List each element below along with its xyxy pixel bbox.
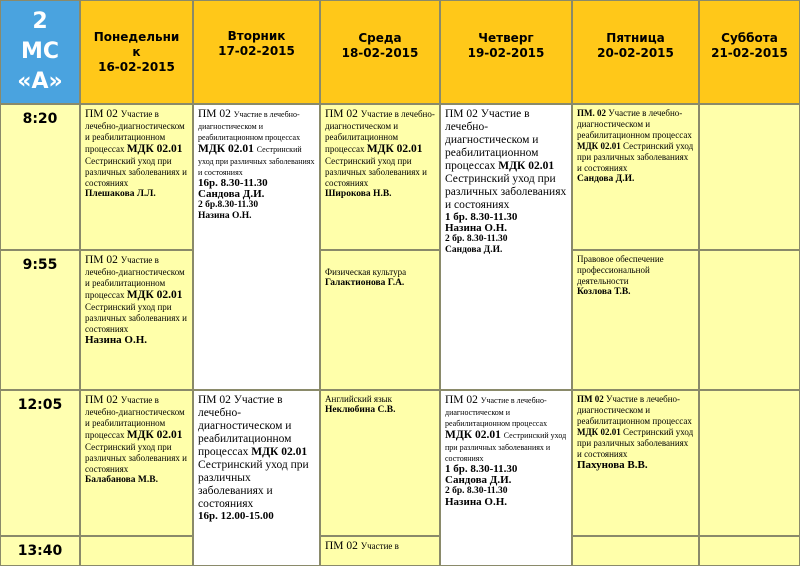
module-title: Участие в лечебно-диагностическом и реабилитационном процессах: [445, 396, 548, 428]
lesson-friday-2: [572, 250, 699, 390]
time-slot-1: 8:20: [0, 104, 80, 250]
day-date: 20-02-2015: [597, 46, 674, 60]
course-title: Сестринский уход при различных заболеваниях и состояниях: [445, 173, 567, 211]
lesson-wednesday-1: [320, 104, 440, 250]
module-code: ПМ 02: [577, 394, 606, 404]
day-name: Пятница: [606, 31, 665, 45]
course-title: Сестринский уход при различных заболеваниях и состояниях: [85, 156, 187, 188]
subject: Английский язык: [325, 394, 393, 404]
subgroup-time-2: 2 бр. 8.30-11.30: [445, 234, 508, 244]
module-title: Участие в лечебно-диагностическом и реабилитационном процессах: [577, 108, 692, 140]
course-code: МДК 02.01: [251, 446, 308, 458]
day-date: 18-02-2015: [341, 46, 419, 60]
group-cell: [0, 0, 80, 104]
teacher-2: Назина О.Н.: [198, 211, 252, 221]
module-code: ПМ 02: [85, 108, 121, 120]
time-slot-3: 12:05: [0, 390, 80, 536]
lesson-wednesday-4: [320, 536, 440, 566]
module-code: ПМ 02: [325, 108, 361, 120]
lesson-saturday-2: [699, 250, 800, 390]
time-slot-2: 9:55: [0, 250, 80, 390]
subgroup-time-2: 2 бр.8.30-11.30: [198, 200, 259, 210]
module-title: Участие в лечебно-диагностическом и реабилитационном процессах: [85, 395, 185, 440]
day-header-friday: [572, 0, 699, 104]
lesson-friday-1: [572, 104, 699, 250]
teacher-1: Сандова Д.И.: [445, 474, 512, 486]
module-title: Участие в лечебно-диагностическом и реабилитационном процессах: [198, 394, 292, 458]
lesson-tuesday-3: [193, 390, 320, 566]
course-code: МДК 02.01: [198, 143, 257, 155]
lesson-thursday-3: [440, 390, 572, 566]
module-code: ПМ 02: [198, 108, 234, 120]
course-code: МДК 02.01: [126, 143, 183, 155]
course-code: МДК 02.01: [577, 141, 623, 151]
module-code: ПМ 02: [85, 254, 121, 266]
module-code: ПМ. 02: [577, 108, 609, 118]
day-date: 17-02-2015: [218, 44, 295, 58]
day-name: Четверг: [478, 31, 534, 45]
subgroup-time-1: 1 бр. 8.30-11.30: [445, 463, 518, 475]
course-code: МДК 02.01: [366, 143, 423, 155]
course-code: МДК 02.01: [445, 429, 504, 441]
group-code: МС: [20, 39, 60, 64]
lesson-monday-1: [80, 104, 193, 250]
teacher: Неклюбина С.В.: [325, 405, 396, 415]
module-code: ПМ 02: [445, 108, 481, 120]
day-name: Суббота: [721, 31, 778, 45]
subject: Правовое обеспечение профессиональной деятельности: [577, 254, 664, 286]
subgroup-time-1: 1 бр. 8.30-11.30: [445, 211, 518, 223]
teacher: Балабанова М.В.: [85, 475, 158, 485]
course-title: Сестринский уход при различных заболеваниях и состояниях: [85, 442, 187, 474]
day-header-wednesday: [320, 0, 440, 104]
subject: Физическая культура: [325, 267, 407, 277]
course-title: Сестринский уход при различных заболеваниях и состояниях: [577, 141, 694, 173]
time-slot-4: 13:40: [0, 536, 80, 566]
module-title: Участие в лечебно-диагностическом и реабилитационном процессах: [85, 255, 185, 300]
teacher-2: Назина О.Н.: [445, 496, 508, 508]
module-title: Участие в лечебно-диагностическом и реабилитационном процессах: [445, 108, 539, 172]
day-date: 21-02-2015: [711, 46, 788, 60]
group-number: 2: [32, 9, 48, 34]
lesson-monday-4: [80, 536, 193, 566]
day-name: Вторник: [227, 29, 286, 43]
module-title: Участие в лечебно-диагностическом и реабилитационном процессах: [198, 110, 301, 142]
lesson-saturday-1: [699, 104, 800, 250]
course-title: Сестринский уход при различных заболеваниях и состояниях: [445, 431, 567, 463]
module-code: ПМ 02: [198, 394, 234, 406]
day-name: Понедельни: [93, 29, 180, 44]
lesson-friday-3: [572, 390, 699, 536]
lesson-monday-3: [80, 390, 193, 536]
lesson-wednesday-2: [320, 250, 440, 390]
teacher: Галактионова Г.А.: [325, 278, 405, 288]
module-title: Участие в лечебно-диагностическом и реабилитационном процессах: [85, 109, 185, 154]
teacher: Пахунова В.В.: [577, 459, 648, 471]
teacher: Сандова Д.И.: [577, 174, 635, 184]
day-header-thursday: [440, 0, 572, 104]
lesson-saturday-4: [699, 536, 800, 566]
subgroup-time-1: 16р. 8.30-11.30: [198, 177, 268, 189]
day-name-cont: к: [132, 44, 141, 59]
teacher: Широкова Н.В.: [325, 189, 392, 199]
teacher-1: Сандова Д.И.: [198, 188, 265, 200]
module-title: Участие в лечебно-диагностическом и реабилитационном процессах: [577, 394, 692, 426]
course-title: Сестринский уход при различных заболеваниях и состояниях: [325, 156, 427, 188]
lesson-friday-4: [572, 536, 699, 566]
course-title: Сестринский уход при различных заболеваниях и состояниях: [85, 302, 187, 334]
module-title: Участие в: [360, 541, 399, 551]
teacher: Плешакова Л.Л.: [85, 189, 156, 199]
lesson-tuesday-1: [193, 104, 320, 390]
subgroup-time-1: 16р. 12.00-15.00: [198, 510, 274, 522]
teacher-1: Назина О.Н.: [445, 222, 508, 234]
teacher: Козлова Т.В.: [577, 287, 631, 297]
module-code: ПМ 02: [445, 394, 481, 406]
course-code: МДК 02.01: [498, 160, 555, 172]
group-letter: «А»: [17, 69, 63, 94]
day-date: 16-02-2015: [98, 59, 175, 74]
module-code: ПМ 02: [325, 540, 361, 552]
day-header-monday: [80, 0, 193, 104]
day-header-saturday: [699, 0, 800, 104]
course-title: Сестринский уход при различных заболеваниях и состояниях: [198, 145, 315, 177]
day-name: Среда: [358, 31, 402, 45]
day-date: 19-02-2015: [467, 46, 545, 60]
course-title: Сестринский уход при различных заболеваниях и состояниях: [198, 459, 309, 510]
lesson-saturday-3: [699, 390, 800, 536]
lesson-monday-2: [80, 250, 193, 390]
course-code: МДК 02.01: [126, 289, 183, 301]
teacher: Назина О.Н.: [85, 334, 148, 346]
module-title: Участие в лечебно-диагностическом и реабилитационном процессах: [325, 109, 435, 154]
subgroup-time-2: 2 бр. 8.30-11.30: [445, 486, 508, 496]
course-code: МДК 02.01: [577, 427, 623, 437]
lesson-thursday-1: [440, 104, 572, 390]
module-code: ПМ 02: [85, 394, 121, 406]
day-header-tuesday: [193, 0, 320, 104]
lesson-wednesday-3: [320, 390, 440, 536]
teacher-2: Сандова Д.И.: [445, 245, 503, 255]
course-code: МДК 02.01: [126, 429, 183, 441]
course-title: Сестринский уход при различных заболеваниях и состояниях: [577, 427, 694, 459]
